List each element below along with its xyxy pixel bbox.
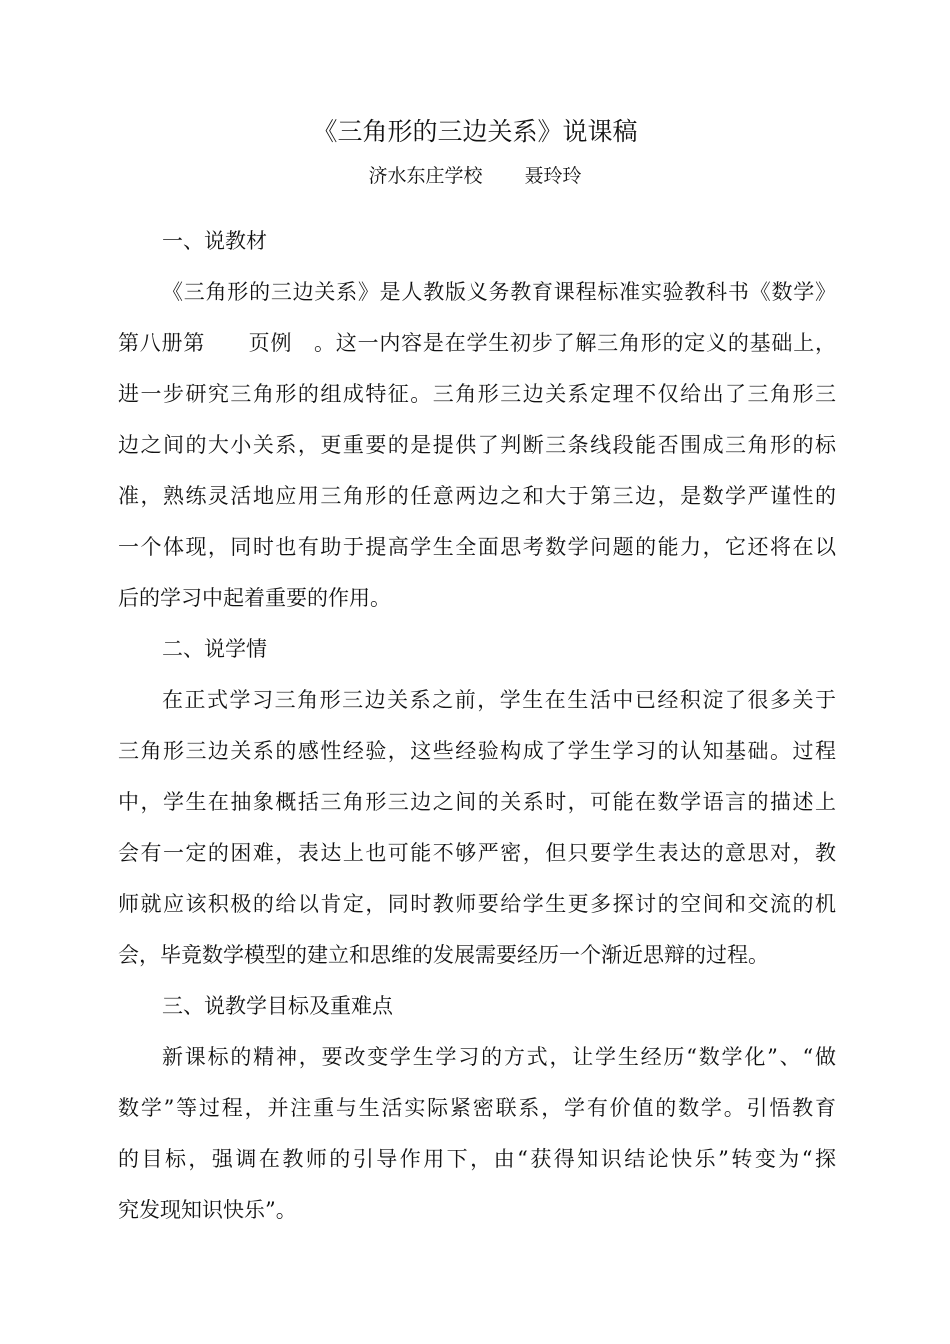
paragraph-line: 新课标的精神，要改变学生学习的方式，让学生经历“数学化”、“做 (162, 1045, 836, 1069)
paragraph-line: 三角形三边关系的感性经验，这些经验构成了学生学习的认知基础。过程 (118, 739, 836, 763)
paragraph-line: 准，熟练灵活地应用三角形的任意两边之和大于第三边，是数学严谨性的 (118, 484, 836, 508)
paragraph-line: 会，毕竟数学模型的建立和思维的发展需要经历一个渐近思辩的过程。 (118, 943, 769, 967)
paragraph-line: 第八册第 页例 。这一内容是在学生初步了解三角形的定义的基础上， (118, 331, 836, 355)
paragraph-line: 边之间的大小关系，更重要的是提供了判断三条线段能否围成三角形的标 (118, 433, 836, 457)
section-heading-objectives: 三、说教学目标及重难点 (162, 994, 393, 1018)
author-school: 济水东庄学校 (368, 165, 483, 187)
paragraph-line: 中，学生在抽象概括三角形三边之间的关系时，可能在数学语言的描述上 (118, 790, 836, 814)
paragraph-line: 一个体现，同时也有助于提高学生全面思考数学问题的能力，它还将在以 (118, 535, 836, 559)
paragraph-line: 后的学习中起着重要的作用。 (118, 586, 391, 610)
paragraph-line: 数学”等过程，并注重与生活实际紧密联系，学有价值的数学。引悟教育 (118, 1096, 836, 1120)
paragraph-line: 进一步研究三角形的组成特征。三角形三边关系定理不仅给出了三角形三 (118, 382, 836, 406)
section-heading-textbook: 一、说教材 (162, 229, 267, 253)
author-byline (0, 160, 950, 192)
section-heading-learners: 二、说学情 (162, 637, 267, 661)
paragraph-line: 究发现知识快乐”。 (118, 1198, 297, 1222)
paragraph-line: 会有一定的困难，表达上也可能不够严密，但只要学生表达的意思对，教 (118, 841, 836, 865)
paragraph-line: 的目标，强调在教师的引导作用下，由“获得知识结论快乐”转变为“探 (118, 1147, 836, 1171)
paragraph-line: 在正式学习三角形三边关系之前，学生在生活中已经积淀了很多关于 (162, 688, 836, 712)
document-body (118, 216, 836, 1236)
author-name: 聂玲玲 (524, 165, 582, 187)
document-title: 《三角形的三边关系》说课稿 (312, 117, 638, 146)
section-paragraph-learners (118, 675, 836, 981)
section-paragraph-objectives (118, 1032, 836, 1236)
section-paragraph-textbook (118, 267, 836, 624)
paragraph-line: 师就应该积极的给以肯定，同时教师要给学生更多探讨的空间和交流的机 (118, 892, 836, 916)
paragraph-line: 《三角形的三边关系》是人教版义务教育课程标准实验教科书《数学》 (162, 280, 836, 304)
